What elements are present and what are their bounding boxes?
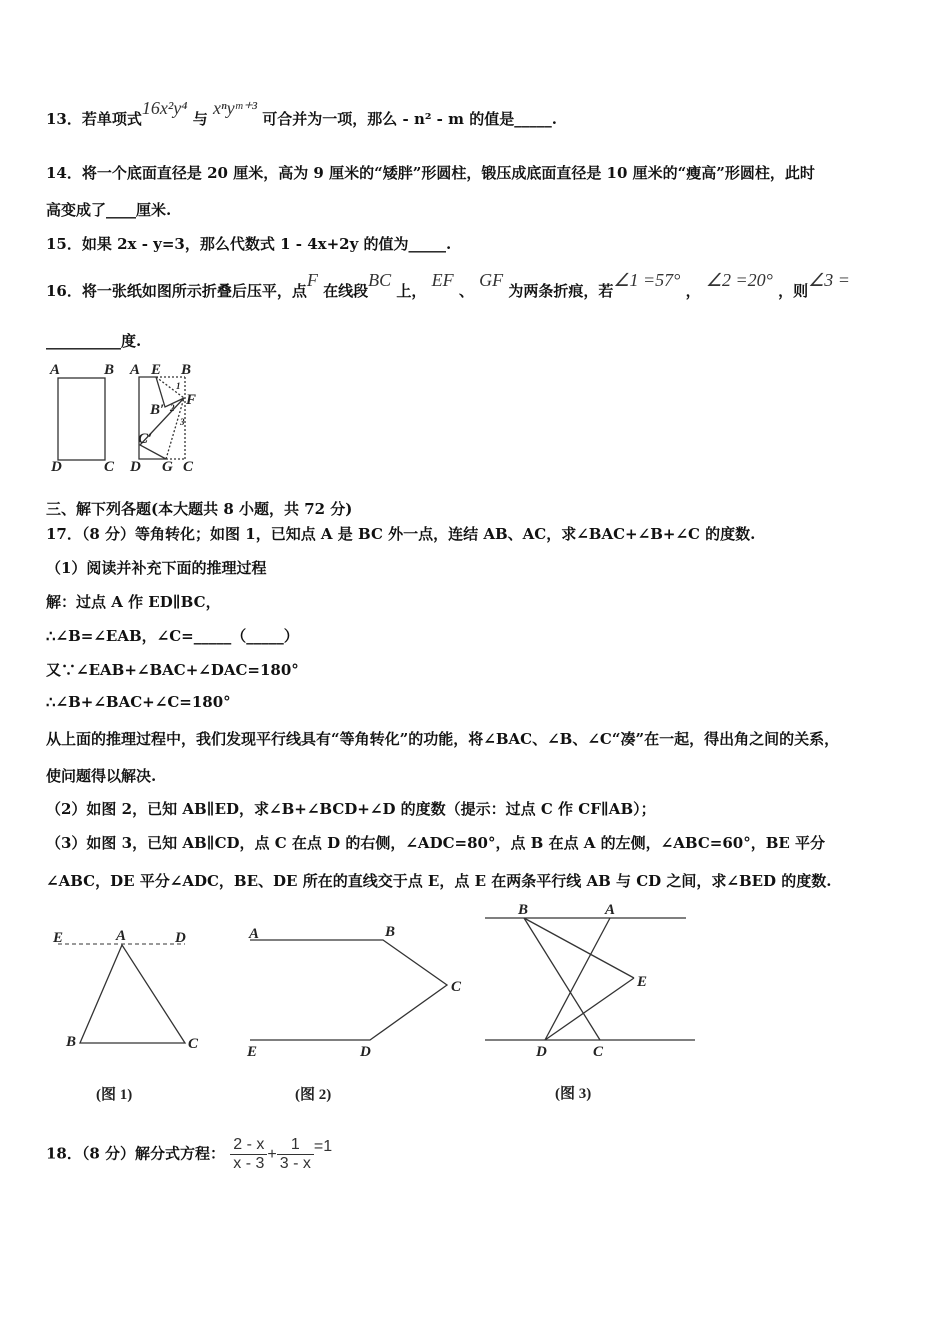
fraction-1-numerator: 2 - x bbox=[230, 1136, 267, 1155]
q13-monomial-2: xⁿyᵐ⁺³ bbox=[213, 98, 258, 118]
label-b: B bbox=[66, 1034, 77, 1050]
q16-text-b: 在线段 bbox=[323, 282, 369, 300]
paper-rectangle bbox=[58, 378, 105, 460]
solution-step-2: ∴∠B=∠EAB，∠C=_____（_____） bbox=[46, 627, 299, 645]
question-16-blank: __________度. bbox=[46, 332, 142, 350]
q13-mid: 与 bbox=[192, 110, 208, 128]
plus-sign: + bbox=[267, 1145, 277, 1163]
question-17-part1: （1）阅读并补充下面的推理过程 bbox=[46, 559, 267, 577]
question-18 bbox=[46, 1136, 332, 1173]
q13-monomial-1: 16x²y⁴ bbox=[141, 98, 188, 118]
section-3-title: 三、解下列各题(本大题共 8 小题，共 72 分) bbox=[46, 500, 353, 518]
label-c: C bbox=[593, 1044, 604, 1060]
q16-comma: ， bbox=[685, 282, 701, 300]
fold-figure-labels bbox=[49, 362, 196, 475]
label-c: C bbox=[451, 979, 462, 995]
solution-step-4: ∴∠B+∠BAC+∠C=180° bbox=[46, 693, 231, 711]
fraction-2 bbox=[277, 1136, 314, 1173]
equation-rhs: =1 bbox=[313, 1137, 333, 1155]
label-c-prime: C′ bbox=[138, 431, 153, 447]
label-a: A bbox=[50, 362, 61, 378]
angle-3-label: 3 bbox=[180, 417, 185, 427]
label-g: G bbox=[162, 459, 173, 475]
q18-prefix: 18．（8 分）解分式方程： bbox=[46, 1144, 226, 1163]
q16-text-a: 16．将一张纸如图所示折叠后压平，点 bbox=[46, 282, 307, 300]
label-d: D bbox=[536, 1044, 547, 1060]
label-e: E bbox=[151, 362, 162, 378]
segment-ed bbox=[545, 978, 634, 1040]
label-b: B bbox=[385, 924, 396, 940]
question-17-part3-line2: ∠ABC，DE 平分∠ADC，BE、DE 所在的直线交于点 E，点 E 在两条平行线 AB 与 CD 之间，求∠BED 的度数. bbox=[46, 872, 832, 890]
label-b: B bbox=[104, 362, 115, 378]
label-a: A bbox=[130, 362, 141, 378]
triangle-abc bbox=[80, 945, 185, 1043]
q16-text-f: ，则 bbox=[778, 282, 809, 300]
label-e: E bbox=[637, 974, 648, 990]
fold-figure bbox=[58, 377, 185, 460]
q16-angle-1: ∠1 =57° bbox=[613, 270, 681, 290]
fraction-1 bbox=[230, 1136, 267, 1173]
label-d: D bbox=[360, 1044, 371, 1060]
q16-point-f: F bbox=[306, 270, 318, 290]
figure-1-caption: (图 1) bbox=[96, 1087, 133, 1103]
solution-step-3: 又∵∠EAB+∠BAC+∠DAC=180° bbox=[46, 661, 299, 679]
figure-3 bbox=[485, 918, 695, 1040]
q16-crease-ef: EF bbox=[431, 270, 454, 290]
figure-2 bbox=[246, 924, 462, 1103]
label-c: C bbox=[188, 1036, 199, 1052]
fraction-2-denominator: 3 - x bbox=[279, 1155, 311, 1172]
q16-crease-gf: GF bbox=[479, 270, 504, 290]
solution-step-1: 解：过点 A 作 ED∥BC， bbox=[46, 593, 221, 611]
label-a: A bbox=[116, 928, 127, 944]
segment-be bbox=[524, 918, 634, 978]
angle-1-label: 1 bbox=[176, 381, 181, 391]
label-c: C bbox=[104, 459, 115, 475]
label-d: D bbox=[130, 459, 141, 475]
question-14-line2: 高变成了____厘米. bbox=[46, 201, 172, 219]
label-b-prime: B′ bbox=[150, 402, 165, 418]
question-14-line1: 14．将一个底面直径是 20 厘米，高为 9 厘米的“矮胖”形圆柱，锻压成底面直径是 10 厘米的“瘦高”形圆柱，此时 bbox=[46, 164, 815, 182]
label-d: D bbox=[175, 930, 186, 946]
q13-prefix: 13．若单项式 bbox=[46, 110, 142, 128]
label-d: D bbox=[51, 459, 62, 475]
figure-2-lines bbox=[250, 940, 447, 1040]
figure-3-labels bbox=[517, 902, 647, 1102]
angle-2-label: 2 bbox=[170, 403, 175, 413]
q16-angle-3: ∠3 = bbox=[808, 270, 850, 290]
solution-summary-1: 从上面的推理过程中，我们发现平行线具有“等角转化”的功能，将∠BAC、∠B、∠C“凑”在一起，得出角之间的关系， bbox=[46, 730, 840, 748]
q16-text-e: 为两条折痕，若 bbox=[508, 282, 614, 300]
q13-suffix: 可合并为一项，那么 - n² - m 的值是_____. bbox=[262, 110, 557, 128]
label-b: B bbox=[181, 362, 192, 378]
label-a: A bbox=[605, 902, 616, 918]
label-f: F bbox=[186, 392, 197, 408]
figure-1 bbox=[52, 928, 199, 1103]
figure-3-caption: (图 3) bbox=[555, 1086, 592, 1102]
fraction-1-denominator: x - 3 bbox=[233, 1155, 265, 1172]
q16-text-c: 上， bbox=[396, 282, 427, 300]
segment-bc bbox=[524, 918, 600, 1040]
q16-text-d: 、 bbox=[458, 282, 474, 300]
label-a: A bbox=[249, 926, 260, 942]
question-17-part2: （2）如图 2，已知 AB∥ED，求∠B+∠BCD+∠D 的度数（提示：过点 C 作 CF∥AB）； bbox=[46, 800, 656, 818]
question-15: 15．如果 2x - y=3，那么代数式 1 - 4x+2y 的值为_____. bbox=[46, 235, 452, 253]
solution-summary-2: 使问题得以解决. bbox=[46, 767, 157, 785]
segment-ad bbox=[545, 918, 610, 1040]
label-e: E bbox=[247, 1044, 258, 1060]
q16-angle-2: ∠2 =20° bbox=[705, 270, 773, 290]
label-e: E bbox=[53, 930, 64, 946]
q16-segment-bc: BC bbox=[368, 270, 392, 290]
figure-2-caption: (图 2) bbox=[295, 1087, 332, 1103]
question-17-intro: 17．（8 分）等角转化；如图 1，已知点 A 是 BC 外一点，连结 AB、AC，求∠BAC+∠B+∠C 的度数. bbox=[46, 525, 756, 543]
fraction-2-numerator: 1 bbox=[277, 1136, 314, 1155]
question-17-part3-line1: （3）如图 3，已知 AB∥CD，点 C 在点 D 的右侧，∠ADC=80°，点 B 在点 A 的左侧，∠ABC=60°，BE 平分 bbox=[46, 834, 826, 852]
label-c: C bbox=[183, 459, 194, 475]
label-b: B bbox=[518, 902, 529, 918]
